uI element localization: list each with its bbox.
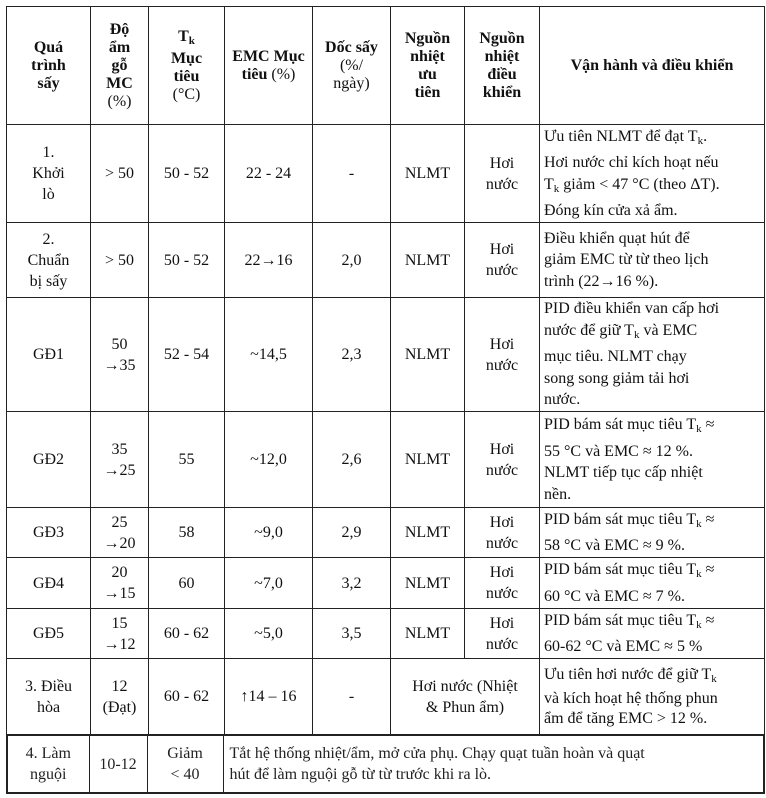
tk-cell: 60 - 62 — [149, 609, 225, 659]
emc-cell: ~7,0 — [225, 558, 313, 609]
drying-schedule-table — [6, 6, 765, 735]
table-row — [7, 223, 765, 298]
emc-cell: ~5,0 — [225, 609, 313, 659]
slope-cell: - — [313, 659, 391, 735]
operation-cell: PID bám sát mục tiêu $T_k$ ≈ 55 °C và EMC ≈ 12 %. NLMT tiếp tục cấp nhiệt nền. — [540, 412, 765, 508]
priority-cell: NLMT — [391, 412, 465, 508]
slope-cell: - — [313, 125, 391, 223]
table-row — [7, 659, 765, 735]
priority-cell: NLMT — [391, 298, 465, 412]
tk-cell: 55 — [149, 412, 225, 508]
priority-cell: NLMT — [391, 223, 465, 298]
operation-cell: PID bám sát mục tiêu $T_k$ ≈ 58 °C và EMC ≈ 9 %. — [540, 508, 765, 558]
mc-cell: > 50 — [91, 223, 149, 298]
tk-cell: Giảm < 40 — [147, 735, 223, 793]
tk-cell: 60 — [149, 558, 225, 609]
control-source-cell: Hơi nước — [465, 298, 540, 412]
mc-cell: 35 →25 — [91, 412, 149, 508]
header-operation: Vận hành và điều khiển — [540, 7, 765, 125]
operation-cell: Ưu tiên NLMT để đạt $T_k$. Hơi nước chỉ kích hoạt nếu $T_k$ giảm < 47 °C (theo ΔT). Đóng kín cửa xả ẩm. — [540, 125, 765, 223]
operation-cell: Tắt hệ thống nhiệt/ẩm, mở cửa phụ. Chạy quạt tuần hoàn và quạt hút để làm nguội gỗ từ từ trước khi ra lò. — [223, 735, 764, 793]
control-source-cell: Hơi nước — [465, 412, 540, 508]
emc-cell: 22 - 24 — [225, 125, 313, 223]
stage-cell: 1. Khởi lò — [7, 125, 91, 223]
slope-cell: 3,2 — [313, 558, 391, 609]
mc-cell: 15 →12 — [91, 609, 149, 659]
header-drying-slope: Dốc sấy (%/ ngày) — [313, 7, 391, 125]
header-target-temp: $T_k$ Mục tiêu (°C) — [149, 7, 225, 125]
priority-cell: NLMT — [391, 125, 465, 223]
slope-cell: 2,6 — [313, 412, 391, 508]
slope-cell: 2,9 — [313, 508, 391, 558]
operation-cell: PID bám sát mục tiêu $T_k$ ≈ 60-62 °C và EMC ≈ 5 % — [540, 609, 765, 659]
stage-cell: 3. Điều hòa — [7, 659, 91, 735]
control-source-cell: Hơi nước — [465, 508, 540, 558]
mc-cell: 10-12 — [89, 735, 147, 793]
header-mc: Độ ẩm gỗ MC (%) — [91, 7, 149, 125]
stage-cell: GĐ3 — [7, 508, 91, 558]
header-row — [7, 7, 765, 125]
control-source-cell: Hơi nước — [465, 558, 540, 609]
cooling-row-table — [6, 734, 765, 794]
operation-cell: PID điều khiển van cấp hơi nước để giữ $T_k$ và EMC mục tiêu. NLMT chạy song song giảm tải hơi nước. — [540, 298, 765, 412]
priority-cell: NLMT — [391, 508, 465, 558]
cooling-row — [7, 735, 764, 793]
emc-cell: ~9,0 — [225, 508, 313, 558]
stage-cell: GĐ5 — [7, 609, 91, 659]
tk-cell: 58 — [149, 508, 225, 558]
table-row — [7, 298, 765, 412]
combined-source-cell: Hơi nước (Nhiệt & Phun ẩm) — [391, 659, 540, 735]
mc-cell: 50 →35 — [91, 298, 149, 412]
emc-cell: ~12,0 — [225, 412, 313, 508]
control-source-cell: Hơi nước — [465, 609, 540, 659]
control-source-cell: Hơi nước — [465, 125, 540, 223]
table-row — [7, 609, 765, 659]
mc-cell: 12 (Đạt) — [91, 659, 149, 735]
stage-cell: GĐ1 — [7, 298, 91, 412]
operation-cell: PID bám sát mục tiêu $T_k$ ≈ 60 °C và EMC ≈ 7 %. — [540, 558, 765, 609]
header-target-emc: EMC Mục tiêu (%) — [225, 7, 313, 125]
priority-cell: NLMT — [391, 609, 465, 659]
operation-cell: Ưu tiên hơi nước để giữ $T_k$ và kích hoạt hệ thống phun ẩm để tăng EMC > 12 %. — [540, 659, 765, 735]
tk-cell: 50 - 52 — [149, 125, 225, 223]
operation-cell: Điều khiển quạt hút để giảm EMC từ từ theo lịch trình (22→16 %). — [540, 223, 765, 298]
mc-cell: 20 →15 — [91, 558, 149, 609]
priority-cell: NLMT — [391, 558, 465, 609]
tk-cell: 52 - 54 — [149, 298, 225, 412]
emc-cell: 22→16 — [225, 223, 313, 298]
header-priority-source: Nguồn nhiệt ưu tiên — [391, 7, 465, 125]
stage-cell: 2. Chuẩn bị sấy — [7, 223, 91, 298]
mc-cell: > 50 — [91, 125, 149, 223]
table-row — [7, 508, 765, 558]
slope-cell: 3,5 — [313, 609, 391, 659]
stage-cell: GĐ4 — [7, 558, 91, 609]
slope-cell: 2,3 — [313, 298, 391, 412]
table-row — [7, 412, 765, 508]
table-row — [7, 125, 765, 223]
emc-cell: ~14,5 — [225, 298, 313, 412]
slope-cell: 2,0 — [313, 223, 391, 298]
tk-cell: 60 - 62 — [149, 659, 225, 735]
stage-cell: GĐ2 — [7, 412, 91, 508]
control-source-cell: Hơi nước — [465, 223, 540, 298]
stage-cell: 4. Làm nguội — [7, 735, 89, 793]
tk-cell: 50 - 52 — [149, 223, 225, 298]
table-row — [7, 558, 765, 609]
mc-cell: 25 →20 — [91, 508, 149, 558]
emc-cell: ↑14 – 16 — [225, 659, 313, 735]
header-control-source: Nguồn nhiệt điều khiển — [465, 7, 540, 125]
header-stage: Quá trình sấy — [7, 7, 91, 125]
